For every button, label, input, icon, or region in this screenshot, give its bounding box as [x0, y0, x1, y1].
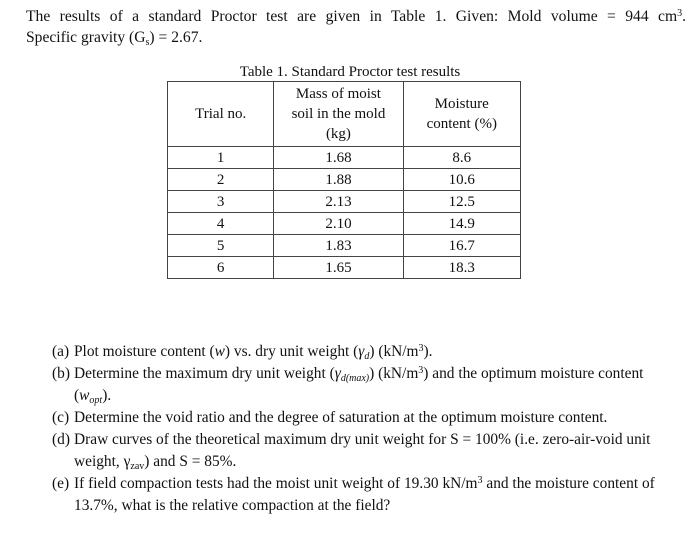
- intro-line-2: [26, 27, 686, 48]
- question-text: Draw curves of the theoretical maximum dry unit weight for S = 100% (i.e. zero-air-void unit weight,: [74, 431, 651, 470]
- subscript: s: [145, 37, 150, 48]
- question-text: If field compaction tests had the moist unit weight of 19.30 kN/m: [74, 475, 478, 492]
- intro-text: ) = 2.67.: [149, 29, 203, 46]
- cell-moisture: 16.7: [403, 235, 520, 257]
- cell-mass: 1.65: [274, 257, 403, 279]
- table-row: [168, 169, 521, 191]
- question-text: and the moisture content of 13.7%, what is the relative compaction at the field?: [74, 475, 655, 514]
- question-text: ) (kN/m: [369, 343, 419, 360]
- cell-mass: 2.10: [274, 213, 403, 235]
- question-a: [52, 341, 672, 363]
- cell-trial: 3: [168, 191, 274, 213]
- table-header-row: [168, 82, 521, 147]
- question-text: ).: [423, 343, 433, 360]
- question-e: [52, 473, 672, 517]
- header-text: content (%): [426, 116, 497, 132]
- intro-text: The results of a standard Proctor test are given in Table 1. Given: Mold volume = 944 cm: [26, 8, 678, 25]
- question-label: (c): [52, 409, 70, 426]
- question-text: ).: [102, 387, 112, 404]
- superscript: 3: [477, 475, 483, 486]
- cell-mass: 1.68: [274, 147, 403, 169]
- question-text: ) (kN/m: [369, 365, 419, 382]
- question-text: Plot moisture content (: [74, 343, 215, 360]
- header-text: Mass of moist: [295, 86, 381, 102]
- table-row: [168, 213, 521, 235]
- question-text: ) and S = 85%.: [144, 453, 237, 470]
- header-mass: [274, 82, 403, 147]
- question-list: [52, 341, 672, 517]
- cell-mass: 2.13: [274, 191, 403, 213]
- table-row: [168, 257, 521, 279]
- header-moisture: [403, 82, 520, 147]
- symbol-w: w: [79, 387, 90, 404]
- question-d: [52, 429, 672, 473]
- cell-moisture: 14.9: [403, 213, 520, 235]
- cell-trial: 6: [168, 257, 274, 279]
- cell-moisture: 12.5: [403, 191, 520, 213]
- cell-trial: 1: [168, 147, 274, 169]
- question-text: Determine the maximum dry unit weight (: [74, 365, 335, 382]
- symbol-gamma: γ: [334, 365, 341, 382]
- question-b: [52, 363, 672, 407]
- table-row: [168, 235, 521, 257]
- cell-trial: 2: [168, 169, 274, 191]
- intro-text: Specific gravity (G: [26, 29, 146, 46]
- table-row: [168, 147, 521, 169]
- symbol-gamma: γ: [358, 343, 365, 360]
- question-c: [52, 407, 672, 429]
- proctor-results-table: [167, 81, 521, 279]
- subscript: zav: [130, 461, 145, 472]
- intro-line-1: [26, 6, 686, 27]
- cell-moisture: 8.6: [403, 147, 520, 169]
- cell-mass: 1.88: [274, 169, 403, 191]
- subscript: d(max): [340, 373, 370, 384]
- question-label: (b): [52, 365, 70, 382]
- header-text: soil in the mold: [291, 106, 386, 122]
- superscript: 3: [677, 8, 683, 19]
- header-text: (kg): [325, 126, 351, 142]
- question-text: ) and the optimum moisture content (: [74, 365, 644, 404]
- cell-mass: 1.83: [274, 235, 403, 257]
- question-label: (a): [52, 343, 70, 360]
- problem-intro: [26, 6, 686, 48]
- table-caption: Table 1. Standard Proctor test results: [239, 64, 461, 80]
- question-text: ) vs. dry unit weight (: [224, 343, 359, 360]
- cell-trial: 4: [168, 213, 274, 235]
- cell-moisture: 18.3: [403, 257, 520, 279]
- question-label: (e): [52, 475, 70, 492]
- symbol-w: w: [214, 343, 225, 360]
- symbol-gamma: γ: [123, 453, 131, 470]
- intro-text: .: [682, 8, 686, 25]
- question-text: Determine the void ratio and the degree of saturation at the optimum moisture content.: [74, 409, 608, 426]
- cell-trial: 5: [168, 235, 274, 257]
- header-trial-no: [168, 82, 274, 147]
- cell-moisture: 10.6: [403, 169, 520, 191]
- header-text: Moisture: [434, 96, 489, 112]
- subscript: d: [364, 351, 370, 362]
- superscript: 3: [418, 365, 424, 376]
- table-row: [168, 191, 521, 213]
- question-label: (d): [52, 431, 70, 448]
- subscript: opt: [89, 395, 103, 406]
- header-text: Trial no.: [195, 106, 247, 122]
- superscript: 3: [418, 343, 424, 354]
